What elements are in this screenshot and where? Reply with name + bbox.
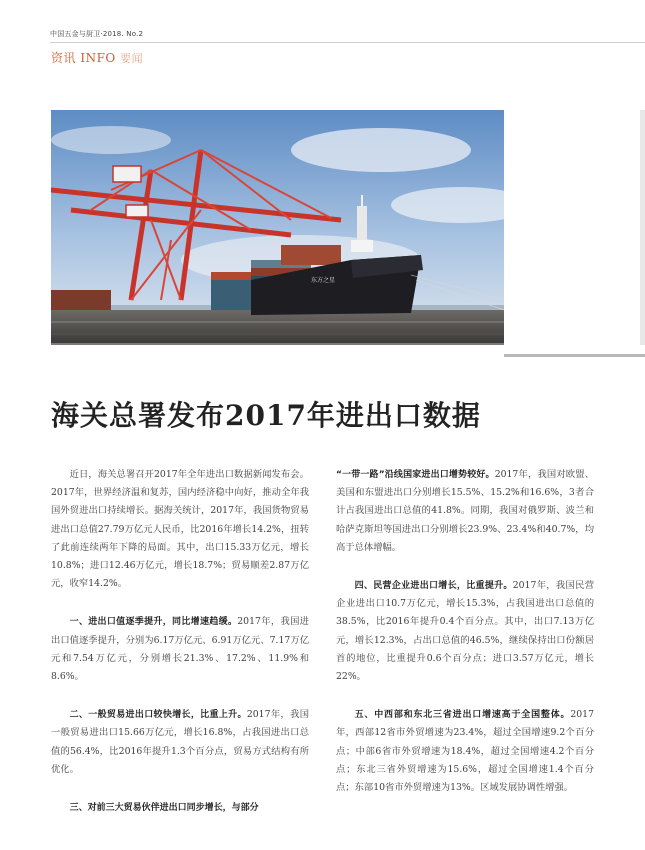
paragraph-lead: “一带一路”沿线国家进出口增势较好。 [336, 470, 495, 480]
article-column-right [336, 466, 594, 817]
paragraph-lead: 四、民营企业进出口增长，比重提升。 [354, 581, 513, 592]
paragraph-3 [51, 799, 309, 817]
paragraph-text: 2017年，我国对欧盟、美国和东盟进出口分别增长15.5%、15.2%和16.6%，3者合计占我国进出口总值的41.8%。同期，我国对俄罗斯、波兰和哈萨克斯坦等国进出口分别增长23.9%、23.4%和40.7%，均高于总体增幅。 [336, 469, 594, 553]
article-column-left [51, 466, 309, 837]
header-rule [50, 42, 645, 43]
paragraph-5 [336, 706, 594, 797]
paragraph-text: 2017年，我国民营企业进出口10.7万亿元，增长15.3%，占我国进出口总值的38.5%，比2016年提升0.4个百分点。其中，出口7.13万亿元，增长12.3%，占出口总值的46.5%，继续保持出口份额居首的地位，比重提升0.6个百分点；进口3.57万亿元，增长22%。 [336, 580, 594, 683]
right-photo-edge [640, 110, 645, 345]
paragraph-text: 近日，海关总署召开2017年全年进出口数据新闻发布会。2017年，世界经济温和复苏，国内经济稳中向好，推动全年我国外贸进出口持续增长。据海关统计，2017年，我国货物贸易进出口总值27.79万亿元人民币，比2016年增长14.2%，扭转了此前连续两年下降的局面。其中，出口15.33万亿元，增长10.8%；进口12.46万亿元，增长18.7%；贸易顺差2.87万亿元，收窄14.2%。 [51, 469, 309, 590]
paragraph-4 [336, 577, 594, 686]
paragraph-text: 2017年，我国进出口值逐季提升，分别为6.17万亿元、6.91万亿元、7.17万亿元和7.54万亿元，分别增长21.3%、17.2%、11.9%和8.6%。 [51, 616, 309, 683]
section-label-zixun: 资讯 [51, 51, 77, 65]
port-photo [51, 110, 504, 345]
right-divider [504, 354, 645, 357]
section-label-info: INFO [80, 51, 116, 65]
article-title: 海关总署发布2017年进出口数据 [51, 399, 481, 432]
paragraph-2 [51, 706, 309, 779]
section-label [51, 49, 143, 66]
paragraph-intro [51, 466, 309, 593]
paragraph-lead: 一、进出口值逐季提升，同比增速趋缓。 [69, 617, 238, 628]
paragraph-text: 2017年，西部12省市外贸增速为23.4%，超过全国增速9.2个百分点；中部6省市外贸增速为18.4%，超过全国增速4.2个百分点；东北三省外贸增速为15.6%，超过全国增速1.4个百分点；东部10省市外贸增速为13%。区域发展协调性增强。 [336, 709, 594, 794]
paragraph-1 [51, 613, 309, 686]
ship-name: 东方之星 [311, 277, 336, 284]
paragraph-text: 2017年，我国一般贸易进出口15.66万亿元，增长16.8%，占我国进出口总值的56.4%，比2016年提升1.3个百分点，贸易方式结构有所优化。 [51, 709, 309, 775]
port-photo-illustration [51, 110, 504, 343]
section-label-yaowen: 要闻 [120, 52, 144, 65]
running-head: 中国五金与厨卫·2018. No.2 [50, 30, 144, 38]
paragraph-lead: 二、一般贸易进出口较快增长，比重上升。 [69, 710, 247, 721]
paragraph-lead: 五、中西部和东北三省进出口增速高于全国整体。 [354, 710, 571, 721]
paragraph-lead: 三、对前三大贸易伙伴进出口同步增长，与部分 [69, 803, 259, 814]
paragraph-3-cont [336, 466, 594, 557]
